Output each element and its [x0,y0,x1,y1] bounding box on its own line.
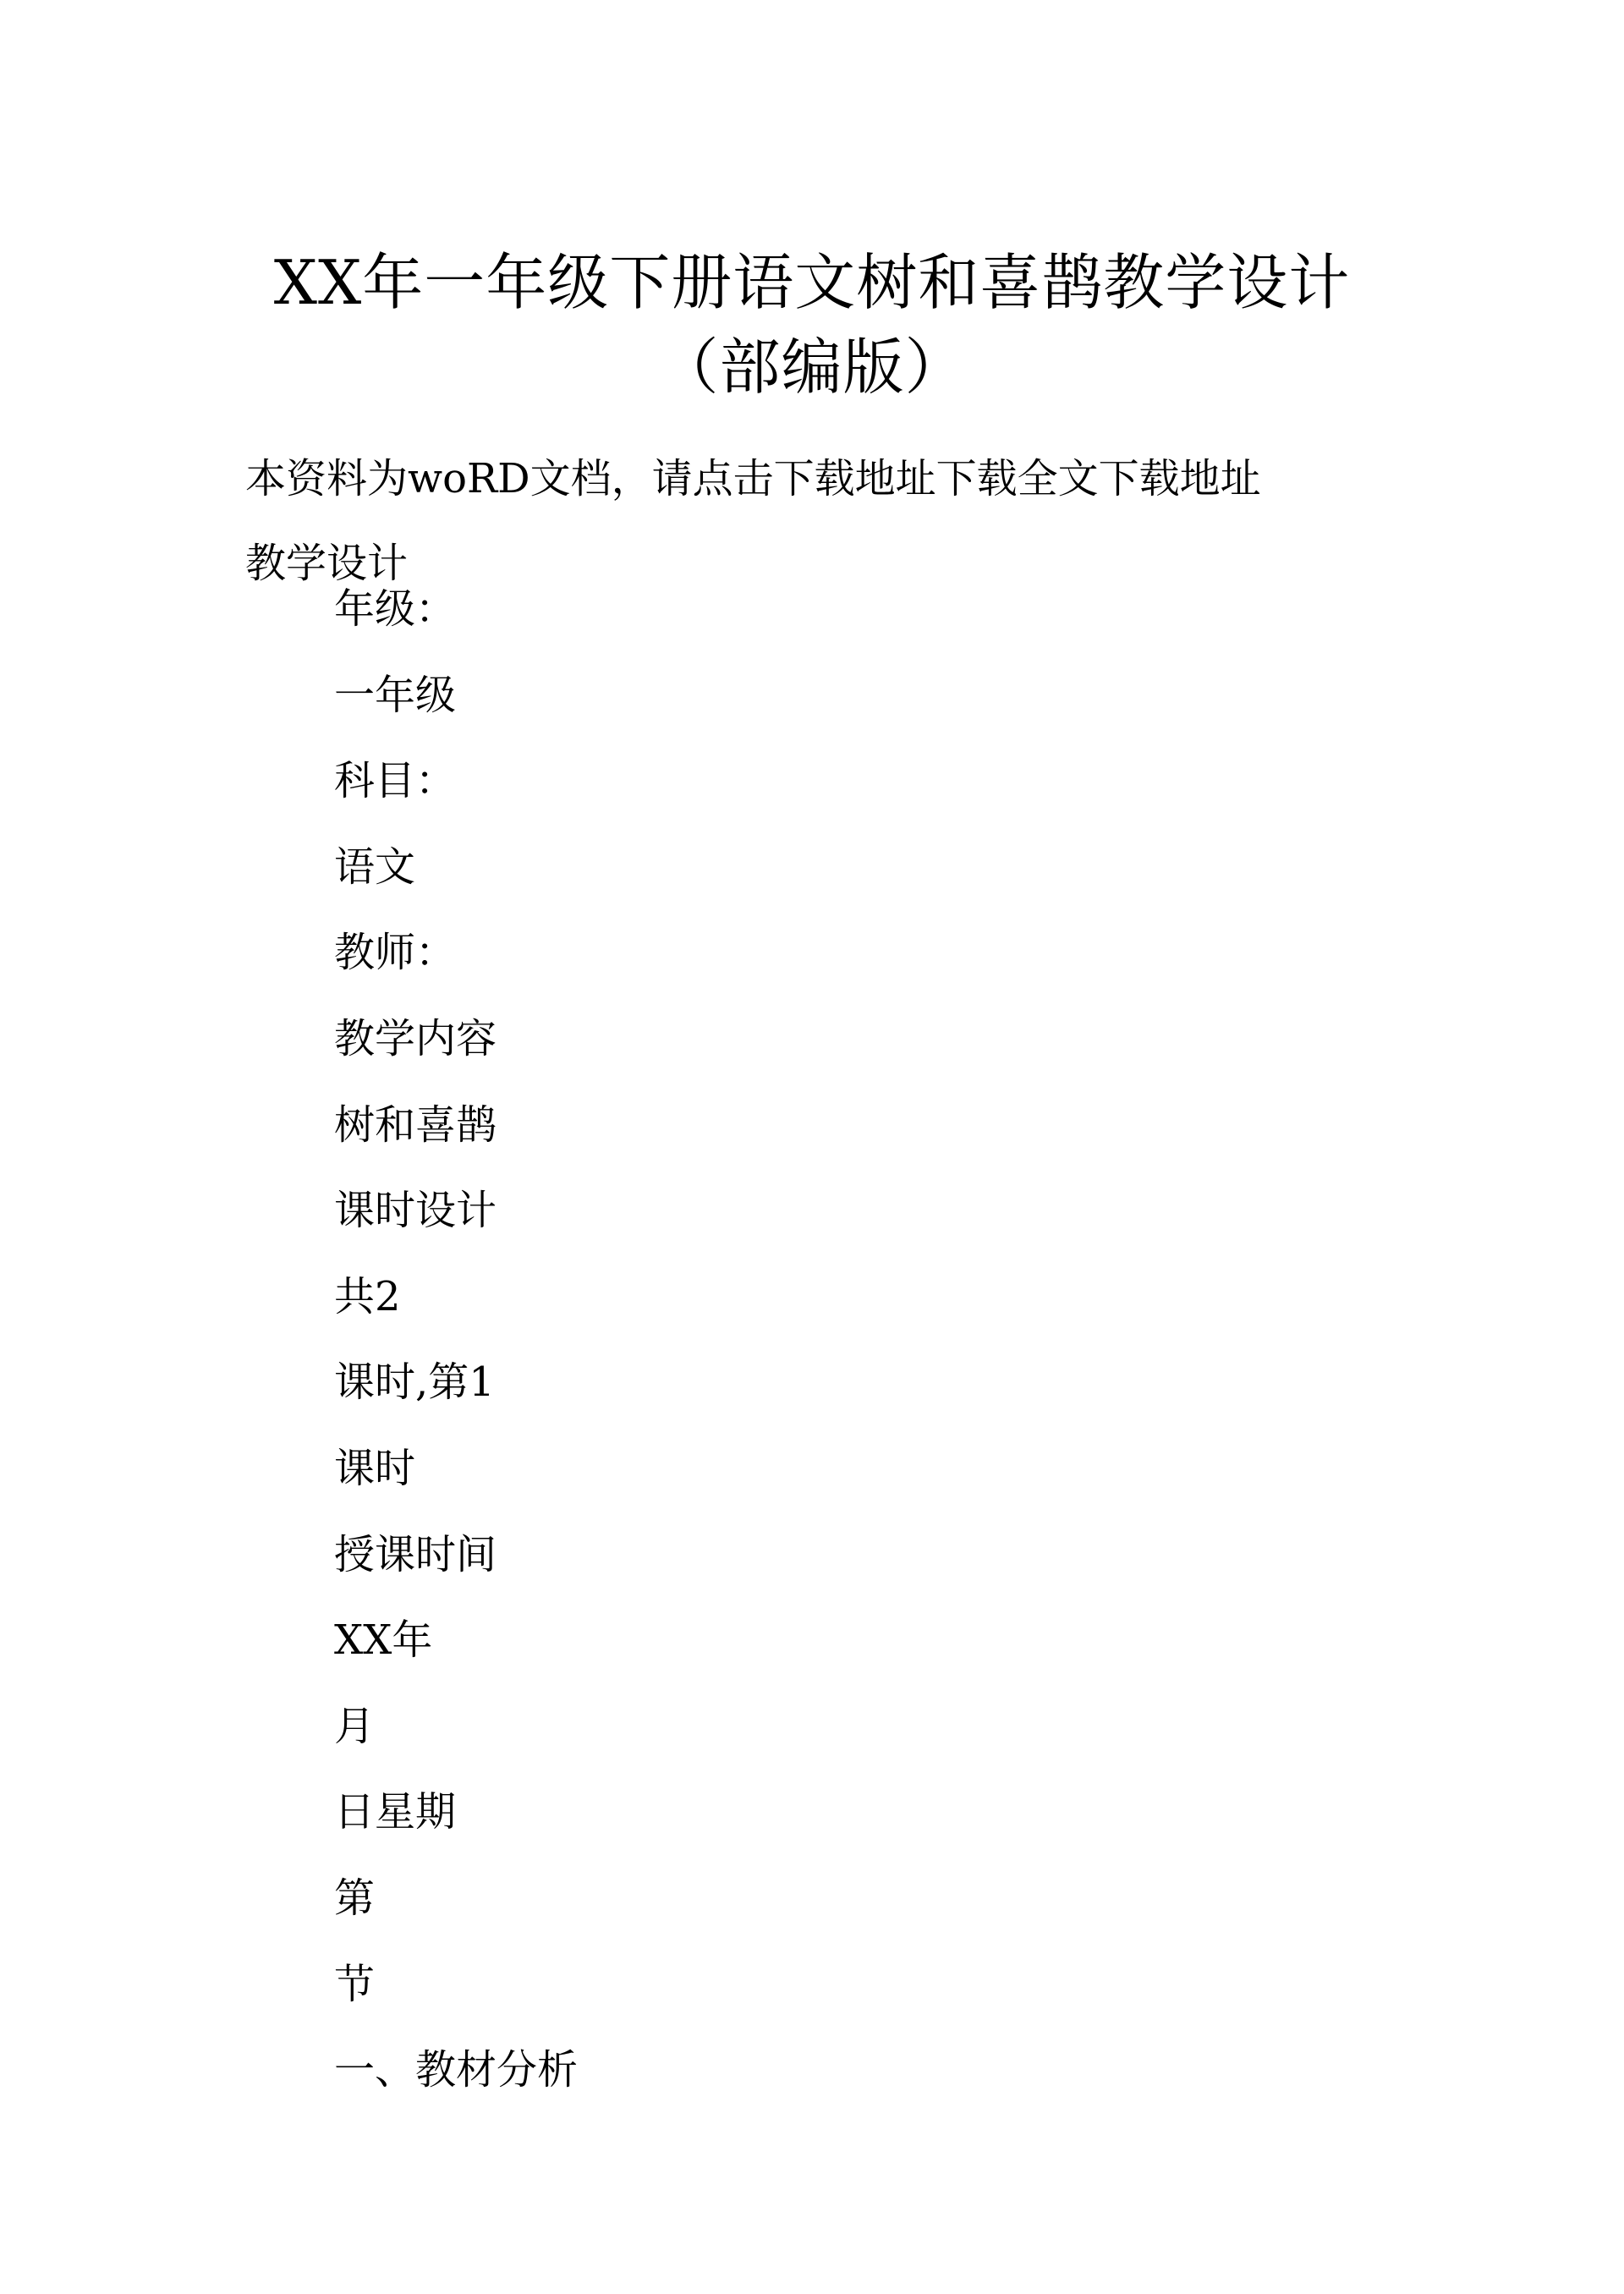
teaching-info-list [334,585,1383,2132]
field-teacher-label: 教师： [334,929,457,977]
field-lesson-total: 共2 [334,1272,401,1320]
field-subject-label: 科目： [334,757,457,805]
field-lesson-design-label: 课时设计 [334,1187,497,1235]
field-content-label: 教学内容 [334,1014,497,1062]
field-subject-value: 语文 [334,842,416,891]
field-period-suffix: 节 [334,1960,376,2008]
section-heading-material-analysis: 一、教材分析 [334,2046,579,2094]
field-month: 月 [334,1702,376,1750]
document-title-line-1: XX年一年级下册语文树和喜鹊教学设计 [273,247,1351,319]
field-content-value: 树和喜鹊 [334,1100,497,1149]
intro-section-label: 教学设计 [245,540,409,587]
field-teaching-time-label: 授课时间 [334,1530,497,1578]
field-year: XX年 [334,1616,433,1665]
document-title-line-2: （部编版） [657,332,967,403]
field-lesson-unit: 课时 [334,1444,416,1492]
field-grade-value: 一年级 [334,671,457,719]
field-day-weekday: 日星期 [334,1788,457,1836]
intro-download-text: 本资料为woRD文档，请点击下载地址下载全文下载地址 [245,455,1261,502]
field-period-prefix: 第 [334,1874,376,1922]
field-lesson-current: 课时,第1 [334,1358,495,1407]
field-grade-label: 年级： [334,585,457,633]
